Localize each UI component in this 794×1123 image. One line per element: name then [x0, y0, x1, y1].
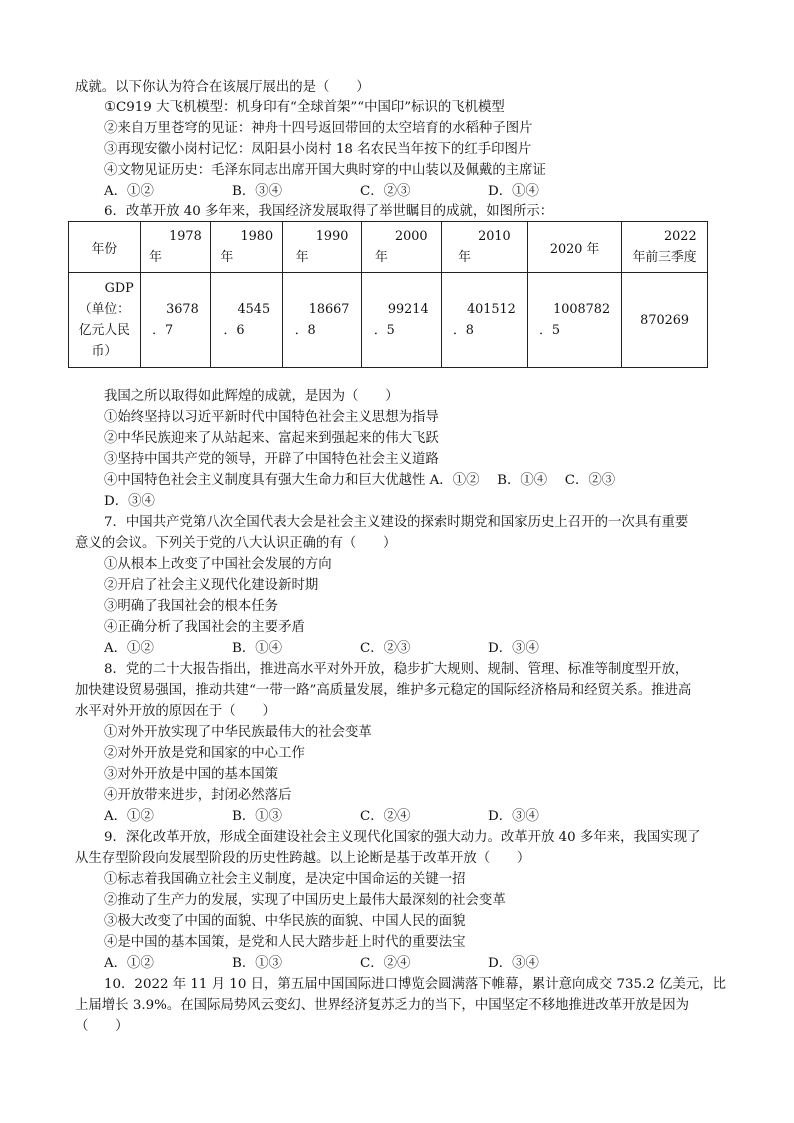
- q9-stem-line-2: 从生存型阶段向发展型阶段的历史性跨越。以上论断是基于改革开放（ ）: [75, 851, 531, 866]
- q7-options: [104, 639, 616, 659]
- q9-option-d: D．③④: [488, 956, 539, 971]
- q5-option-c: C．②③: [360, 184, 411, 199]
- q10-stem-line-3: （ ）: [75, 1019, 129, 1034]
- year-cell: 1978 年: [140, 222, 210, 273]
- q7-item-3: ③明确了我国社会的根本任务: [104, 599, 279, 614]
- q9-option-c: C．②④: [360, 956, 411, 971]
- gdp-table-value-row: [69, 273, 708, 368]
- q7-item-4: ④正确分析了我国社会的主要矛盾: [104, 620, 305, 635]
- q6-item-1: ①始终坚持以习近平新时代中国特色社会主义思想为指导: [104, 410, 439, 425]
- q5-item-2: ②来自万里苍穹的见证：神舟十四号返回带回的太空培育的水稻种子图片: [104, 121, 533, 136]
- q7-option-c: C．②③: [360, 641, 411, 656]
- year-cell: 2022 年前三季度: [622, 222, 708, 273]
- q8-stem-line-3: 水平对外开放的原因在于（ ）: [75, 704, 276, 719]
- gdp-value-cell: 3678 ．7: [140, 273, 210, 368]
- year-cell: 1980 年: [211, 222, 283, 273]
- q7-option-b: B．①④: [232, 641, 283, 656]
- q7-item-1: ①从根本上改变了中国社会发展的方向: [104, 557, 332, 572]
- q10-stem-line-1: 10．2022 年 11 月 10 日，第五届中国国际进口博览会圆满落下帷幕，累计意向成交 735.2 亿美元，比: [104, 977, 726, 992]
- gdp-value-cell: 870269: [622, 273, 708, 368]
- q8-option-b: B．①③: [232, 809, 283, 824]
- gdp-value-cell: 99214 ．5: [361, 273, 441, 368]
- header-label-cell: [69, 222, 141, 273]
- q8-options: [104, 807, 616, 827]
- q7-stem-line-1: 7．中国共产党第八次全国代表大会是社会主义建设的探索时期党和国家历史上召开的一次具有重要: [104, 515, 689, 530]
- q6-stem: 6．改革开放 40 多年来，我国经济发展取得了举世瞩目的成就，如图所示：: [104, 204, 554, 219]
- q8-item-3: ③对外开放是中国的基本国策: [104, 767, 279, 782]
- q8-option-d: D．③④: [488, 809, 539, 824]
- q6-question: 我国之所以取得如此辉煌的成就，是因为（ ）: [104, 389, 399, 404]
- year-cell: 1990 年: [283, 222, 361, 273]
- q5-option-b: B．③④: [232, 184, 283, 199]
- gdp-value-cell: 401512 ．8: [441, 273, 527, 368]
- q8-stem-line-1: 8．党的二十大报告指出，推进高水平对外开放，稳步扩大规则、规制、管理、标准等制度型开放，: [104, 662, 689, 677]
- q6-item-4-with-options: ④中国特色社会主义制度具有强大生命力和巨大优越性 A．①② B．①④ C．②③: [104, 473, 616, 488]
- q9-item-4: ④是中国的基本国策，是党和人民大踏步赶上时代的重要法宝: [104, 935, 466, 950]
- q5-item-1: ①C919 大飞机模型：机身印有“全球首架”“中国印”标识的飞机模型: [104, 100, 505, 115]
- q6-item-2: ②中华民族迎来了从站起来、富起来到强起来的伟大飞跃: [104, 431, 439, 446]
- q6-option-d: D．③④: [104, 494, 155, 509]
- gdp-table-header-row: [69, 222, 708, 273]
- year-cell: 2010 年: [441, 222, 527, 273]
- q8-stem-line-2: 加快建设贸易强国，推动共建“一带一路”高质量发展，维护多元稳定的国际经济格局和经贸关系。推进高: [75, 683, 692, 698]
- q8-item-1: ①对外开放实现了中华民族最伟大的社会变革: [104, 725, 372, 740]
- q9-stem-line-1: 9．深化改革开放，形成全面建设社会主义现代化国家的强大动力。改革开放 40 多年来，我国实现了: [104, 830, 701, 845]
- q8-option-c: C．②④: [360, 809, 411, 824]
- q7-stem-line-2: 意义的会议。下列关于党的八大认识正确的有（ ）: [75, 536, 397, 551]
- q5-options: [104, 182, 616, 202]
- q9-item-3: ③极大改变了中国的面貌、中华民族的面貌、中国人民的面貌: [104, 914, 466, 929]
- q8-option-a: A．①②: [104, 809, 154, 824]
- q9-options: [104, 954, 616, 974]
- q5-option-d: D．①④: [488, 184, 539, 199]
- q8-item-4: ④开放带来进步，封闭必然落后: [104, 788, 292, 803]
- q10-stem-line-2: 上届增长 3.9%。在国际局势风云变幻、世界经济复苏乏力的当下，中国坚定不移地推进改革开放是因为: [75, 998, 690, 1013]
- q5-stem: 成就。以下你认为符合在该展厅展出的是（ ）: [75, 80, 370, 95]
- q5-item-4: ④文物见证历史：毛泽东同志出席开国大典时穿的中山装以及佩戴的主席证: [104, 163, 546, 178]
- q9-item-1: ①标志着我国确立社会主义制度，是决定中国命运的关键一招: [104, 872, 466, 887]
- gdp-value-cell: 1008782 ．5: [528, 273, 622, 368]
- row-label-cell: GDP （单位： 亿元人民 币）: [69, 273, 141, 368]
- q9-item-2: ②推动了生产力的发展，实现了中国历史上最伟大最深刻的社会变革: [104, 893, 506, 908]
- q9-option-a: A．①②: [104, 956, 154, 971]
- gdp-value-cell: 4545 ．6: [211, 273, 283, 368]
- q5-option-a: A．①②: [104, 184, 154, 199]
- gdp-table: [68, 221, 708, 368]
- year-cell: 2020 年: [528, 222, 622, 273]
- q7-option-d: D．③④: [488, 641, 539, 656]
- q7-item-2: ②开启了社会主义现代化建设新时期: [104, 578, 319, 593]
- q9-option-b: B．①③: [232, 956, 283, 971]
- q5-item-3: ③再现安徽小岗村记忆：凤阳县小岗村 18 名农民当年按下的红手印图片: [104, 142, 532, 157]
- gdp-value-cell: 18667 ．8: [283, 273, 361, 368]
- q6-item-3: ③坚持中国共产党的领导，开辟了中国特色社会主义道路: [104, 452, 439, 467]
- header-label: 年份: [91, 241, 118, 257]
- year-cell: 2000 年: [361, 222, 441, 273]
- q7-option-a: A．①②: [104, 641, 154, 656]
- q8-item-2: ②对外开放是党和国家的中心工作: [104, 746, 305, 761]
